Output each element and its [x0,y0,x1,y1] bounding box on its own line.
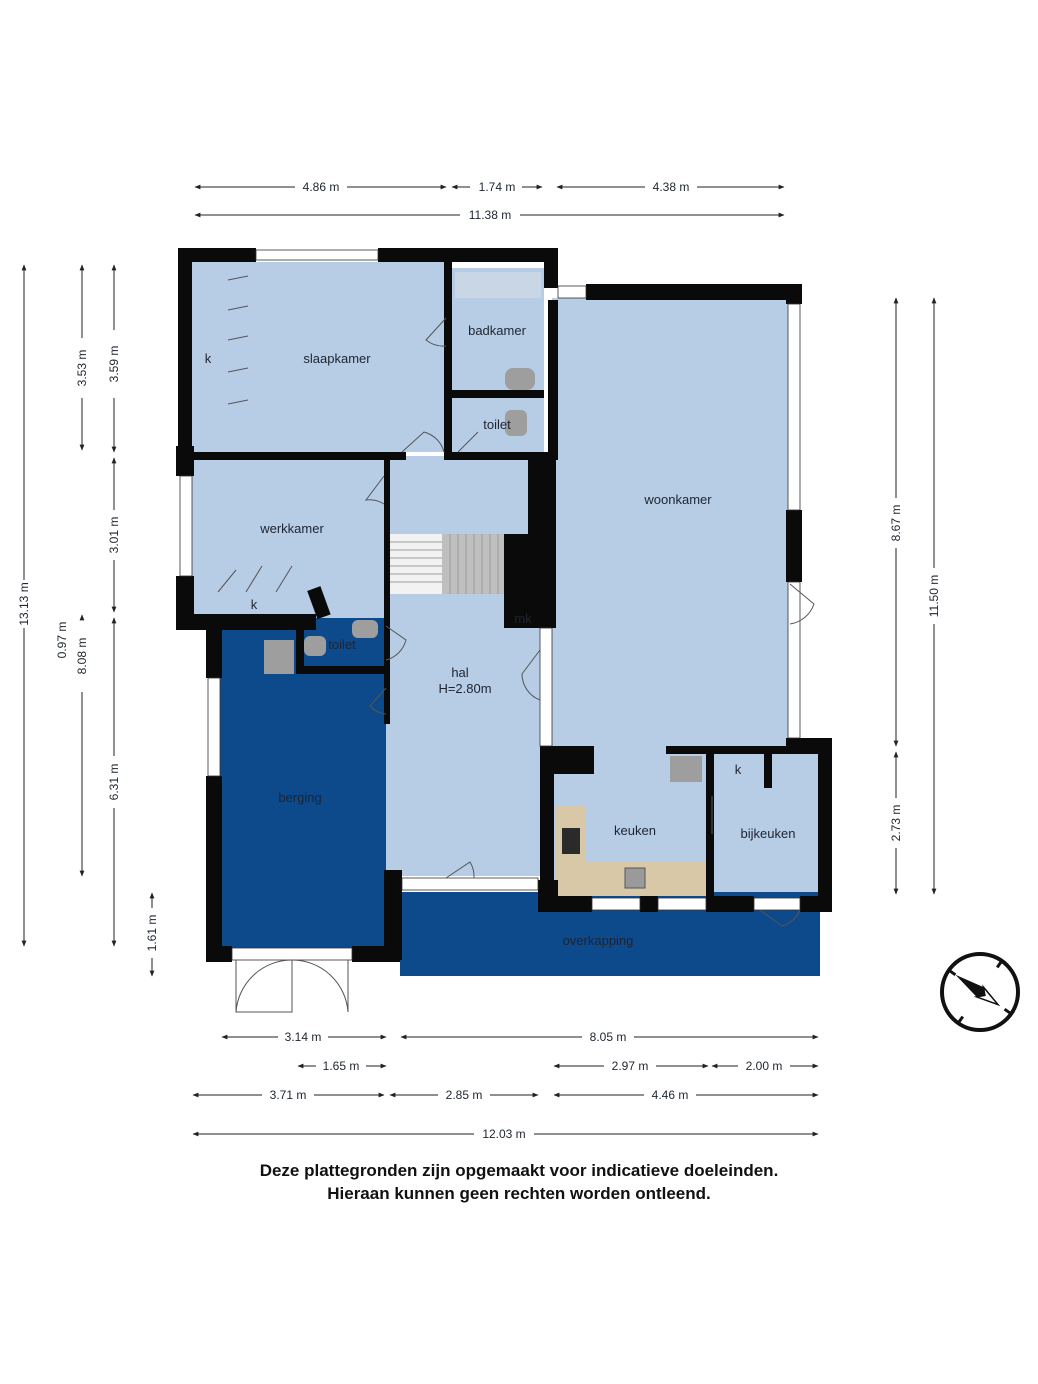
dim-top-total: 11.38 m [468,208,512,222]
disclaimer-line-2: Hieraan kunnen geen rechten worden ontleend. [327,1184,711,1203]
dim-left-f: 6.31 m [107,763,121,801]
woonkamer-floor [552,298,790,750]
dim-right-total: 11.50 m [927,574,941,618]
dim-top-3: 4.38 m [652,180,690,194]
kitchen-appliance [670,756,702,782]
sink [625,868,645,888]
toilet2-bowl [304,636,326,656]
dim-bottom-2: 8.05 m [589,1030,627,1044]
shower-tray [455,272,541,298]
label-slaapkamer: slaapkamer [303,351,371,366]
dim-left-a: 3.53 m [75,349,89,387]
label-mk: mk [514,611,532,626]
dim-bottom-8: 4.46 m [651,1088,689,1102]
label-werkkamer: werkkamer [260,521,324,536]
disclaimer-line-1: Deze plattegronden zijn opgemaakt voor indicatieve doeleinden. [259,1161,779,1180]
compass-icon [942,954,1018,1030]
dim-bottom-7: 2.85 m [445,1088,483,1102]
dim-top-2: 1.74 m [478,180,516,194]
dim-bottom-5: 2.00 m [745,1059,783,1073]
dim-left-b: 0.97 m [55,621,69,659]
hallway-top-floor [386,456,532,536]
dim-bottom-4: 2.97 m [611,1059,649,1073]
dim-bottom-total: 12.03 m [482,1127,526,1141]
dim-left-total: 13.13 m [17,582,31,626]
label-bijkeuken: bijkeuken [740,826,796,841]
label-k1: k [204,351,212,366]
dim-left-g: 1.61 m [145,914,159,952]
dim-right-b: 2.73 m [889,804,903,842]
label-keuken: keuken [614,823,656,838]
dim-bottom-6: 3.71 m [269,1088,307,1102]
dim-left-d: 3.59 m [107,345,121,383]
dim-left-c: 8.08 m [75,637,89,675]
dim-left-e: 3.01 m [107,516,121,554]
dim-top-1: 4.86 m [302,180,340,194]
washbasin [505,368,535,390]
stove [562,828,580,854]
label-berging: berging [278,790,322,805]
label-overkapping: overkapping [562,933,634,948]
berging-unit [264,640,294,674]
werkkamer-floor [190,458,386,618]
label-toilet2: toilet [328,637,356,652]
label-hal: hal [451,665,469,680]
label-hal-height: H=2.80m [438,681,492,696]
label-badkamer: badkamer [468,323,526,338]
dim-bottom-3: 1.65 m [322,1059,360,1073]
stairs [390,534,504,594]
label-woonkamer: woonkamer [644,492,712,507]
dim-right-a: 8.67 m [889,504,903,542]
label-k2: k [250,597,258,612]
label-k3: k [734,762,742,777]
toilet2-basin [352,620,378,638]
dim-bottom-1: 3.14 m [284,1030,322,1044]
label-toilet1: toilet [483,417,511,432]
